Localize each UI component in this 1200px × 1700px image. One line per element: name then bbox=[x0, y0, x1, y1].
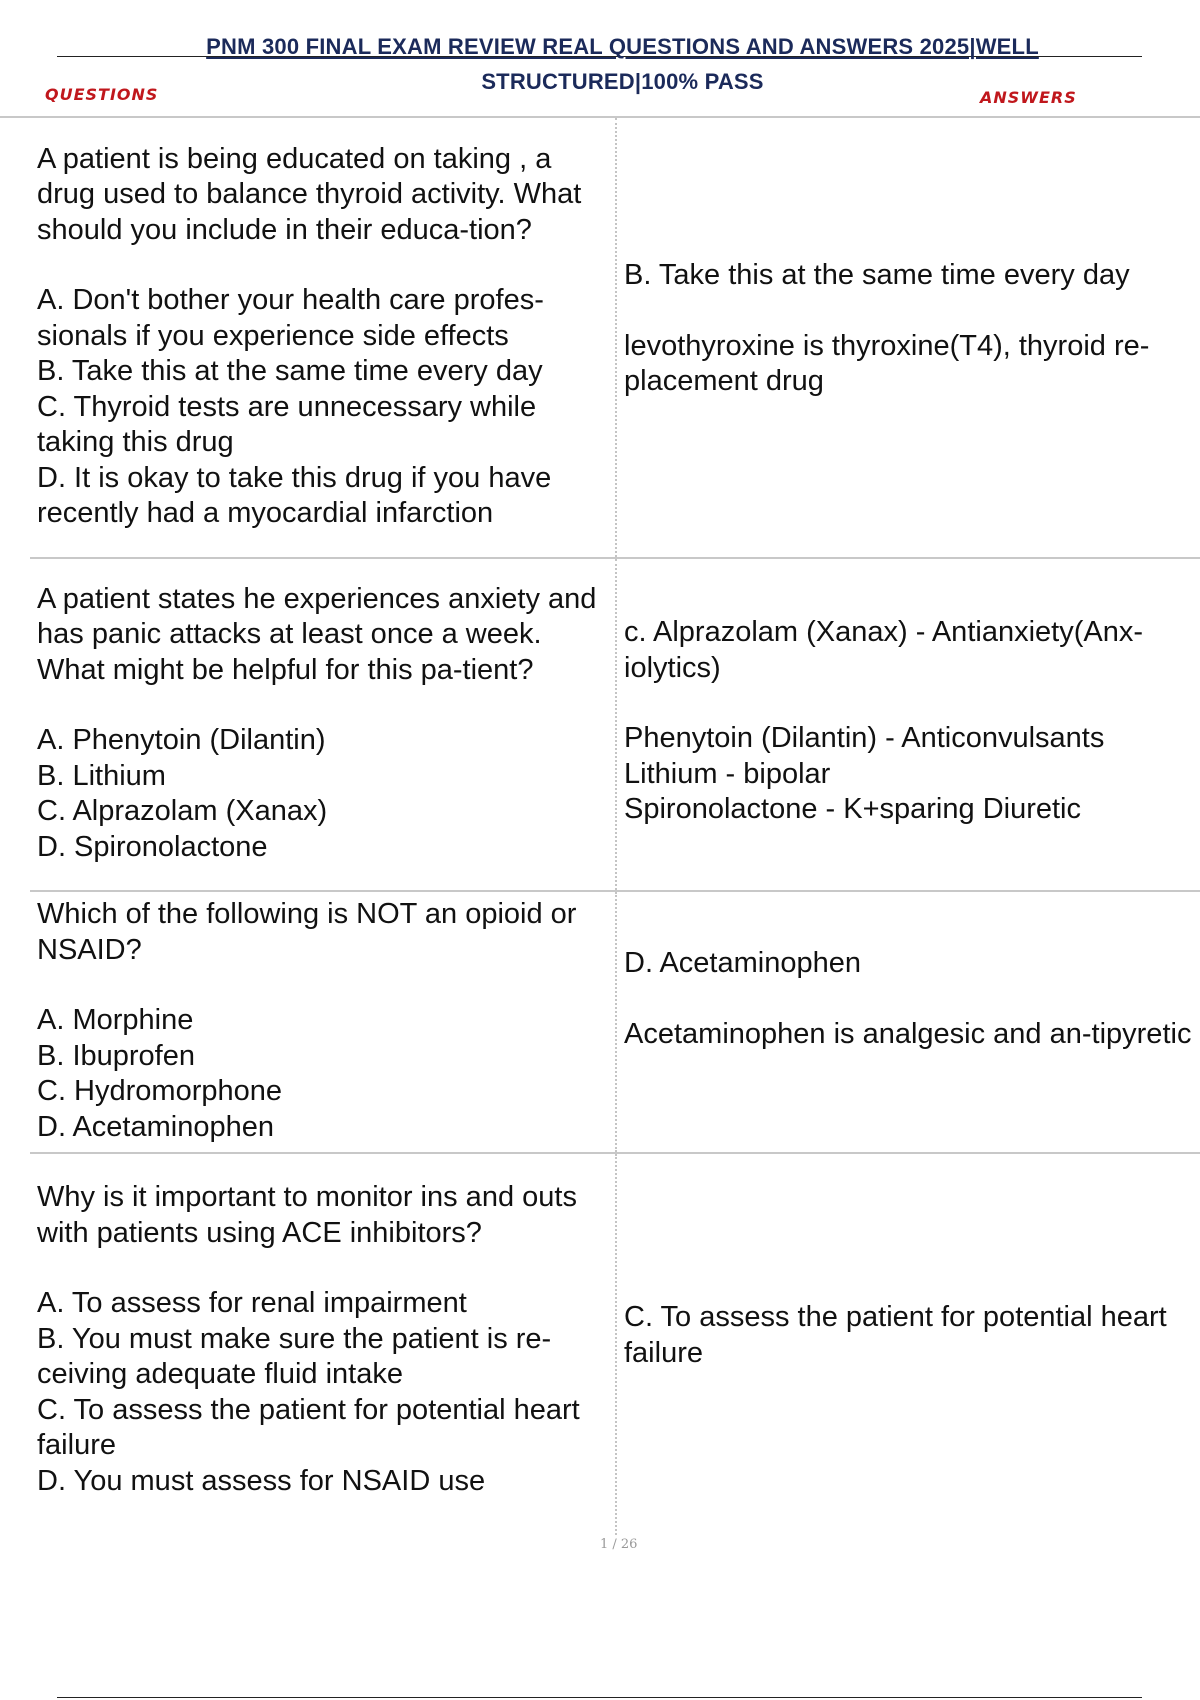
question-text: Why is it important to monitor ins and outs with patients using ACE inhibitors? bbox=[37, 1181, 577, 1249]
answer-cell bbox=[616, 891, 1200, 1153]
answer-explanation-line: Phenytoin (Dilantin) - Anticonvulsants bbox=[624, 722, 1105, 754]
answer-text: C. To assess the patient for potential heart failure bbox=[624, 1301, 1167, 1369]
answer-cell bbox=[616, 558, 1200, 891]
question-cell bbox=[30, 118, 616, 558]
option-a: A. Don't bother your health care profes-sionals if you experience side effects bbox=[37, 284, 544, 352]
answer-text: B. Take this at the same time every day bbox=[624, 259, 1130, 291]
question-text: A patient states he experiences anxiety and has panic attacks at least once a week. What might be helpful for this pa-tient? bbox=[37, 582, 597, 686]
option-c: C. Hydromorphone bbox=[37, 1075, 282, 1107]
answer-text: D. Acetaminophen bbox=[624, 947, 861, 979]
question-cell bbox=[30, 1153, 616, 1535]
option-a: A. Morphine bbox=[37, 1004, 194, 1036]
questions-column-label: QUESTIONS bbox=[45, 85, 159, 104]
option-d: D. Spironolactone bbox=[37, 830, 268, 863]
option-b: B. You must make sure the patient is re-ceiving adequate fluid intake bbox=[37, 1322, 552, 1390]
answers-column-label: ANSWERS bbox=[980, 88, 1077, 107]
answer-explanation-line: Lithium - bipolar bbox=[624, 757, 831, 790]
table-row bbox=[30, 558, 1200, 891]
option-d: D. Acetaminophen bbox=[37, 1110, 274, 1143]
answer-cell bbox=[616, 1153, 1200, 1535]
option-d: D. You must assess for NSAID use bbox=[37, 1464, 486, 1497]
question-cell bbox=[30, 891, 616, 1153]
footer-rule bbox=[57, 1697, 1142, 1698]
qa-table bbox=[30, 118, 1200, 1535]
answer-explanation-line: Spironolactone - K+sparing Diuretic bbox=[624, 793, 1081, 825]
option-c: C. To assess the patient for potential heart failure bbox=[37, 1393, 580, 1461]
option-d: D. It is okay to take this drug if you have recently had a myocardial infarction bbox=[37, 461, 552, 529]
answer-explanation: levothyroxine is thyroxine(T4), thyroid re-placement drug bbox=[624, 329, 1150, 397]
option-b: B. Lithium bbox=[37, 759, 166, 792]
question-text: A patient is being educated on taking , a drug used to balance thyroid activity. What should you include in their educa-tion? bbox=[37, 142, 582, 246]
question-text: Which of the following is NOT an opioid or NSAID? bbox=[37, 898, 577, 966]
table-row bbox=[30, 1153, 1200, 1535]
option-c: C. Thyroid tests are unnecessary while taking this drug bbox=[37, 390, 537, 458]
option-b: B. Ibuprofen bbox=[37, 1039, 195, 1072]
question-cell bbox=[30, 558, 616, 891]
option-a: A. Phenytoin (Dilantin) bbox=[37, 724, 326, 757]
document-title-line-2: STRUCTURED|100% PASS bbox=[481, 69, 764, 94]
answer-cell bbox=[616, 118, 1200, 558]
table-row bbox=[30, 118, 1200, 558]
option-b: B. Take this at the same time every day bbox=[37, 355, 543, 387]
document-title-line-1: PNM 300 FINAL EXAM REVIEW REAL QUESTIONS AND ANSWERS 2025|WELL bbox=[206, 34, 1039, 59]
option-c: C. Alprazolam (Xanax) bbox=[37, 795, 328, 828]
table-row bbox=[30, 891, 1200, 1153]
option-a: A. To assess for renal impairment bbox=[37, 1287, 467, 1319]
answer-explanation: Acetaminophen is analgesic and an-tipyretic bbox=[624, 1017, 1192, 1050]
page-number: 1 / 26 bbox=[600, 1537, 638, 1552]
answer-text: c. Alprazolam (Xanax) - Antianxiety(Anx-iolytics) bbox=[624, 616, 1143, 684]
